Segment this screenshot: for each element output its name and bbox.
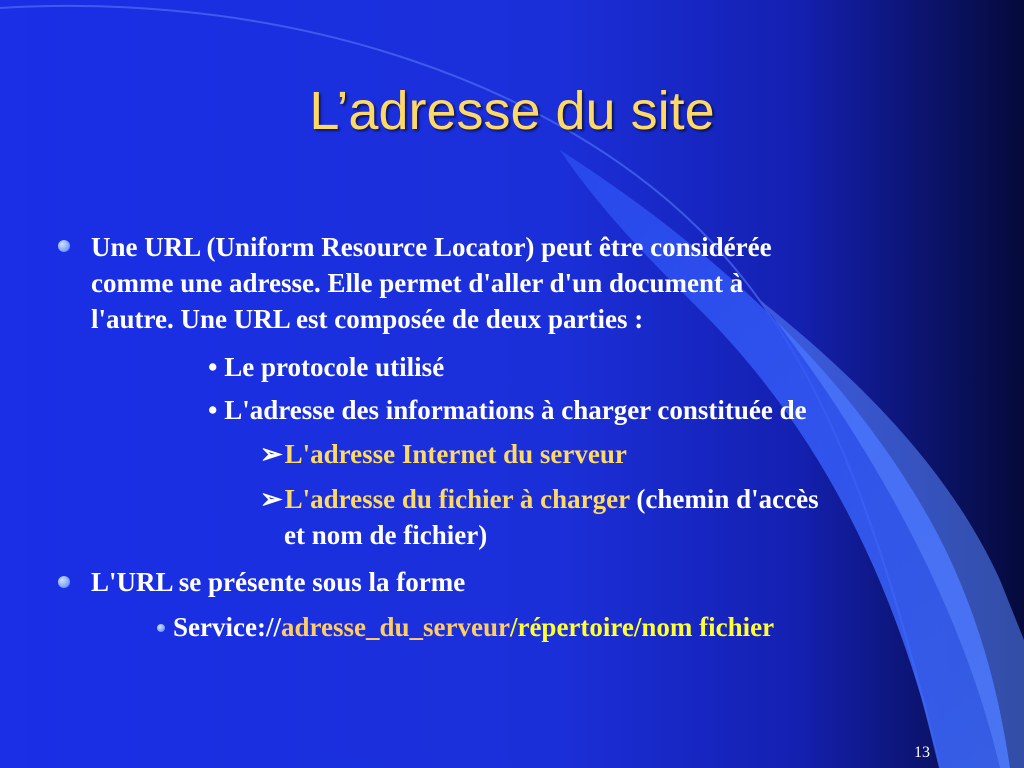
subsub-item-server	[260, 436, 627, 472]
url-path: /répertoire/nom fichier	[509, 612, 775, 642]
bullet-icon	[58, 240, 70, 252]
sub-item-address	[208, 392, 807, 428]
subsub-item-file-highlight: L'adresse du fichier à charger	[284, 484, 630, 514]
bullet1-line1: Une URL (Uniform Resource Locator) peut être considérée	[91, 232, 772, 262]
subsub-item-server-text: L'adresse Internet du serveur	[284, 439, 627, 469]
slide-title-text: L’adresse du site	[309, 81, 715, 141]
arrow-bullet-icon: ➢	[260, 484, 283, 514]
subsub-item-file-line2: et nom de fichier)	[284, 520, 488, 550]
small-bullet-icon	[157, 624, 165, 632]
sub-item-protocol	[208, 349, 444, 385]
bullet1-line3: l'autre. Une URL est composée de deux parties :	[91, 304, 644, 334]
bullet2-text: L'URL se présente sous la forme	[91, 567, 466, 597]
url-server: adresse_du_serveur	[280, 612, 510, 642]
url-format	[157, 609, 774, 645]
page-number: 13	[914, 744, 930, 761]
bullet-icon	[58, 576, 70, 588]
sub-item-protocol-text: Le protocole utilisé	[224, 352, 445, 382]
subsub-item-file-rest: (chemin d'accès	[629, 484, 819, 514]
arrow-bullet-icon: ➢	[260, 439, 283, 469]
bullet1-line2: comme une adresse. Elle permet d'aller d'un document à	[91, 268, 744, 298]
small-bullet-icon: •	[208, 352, 218, 382]
small-bullet-icon: •	[208, 395, 218, 425]
subsub-item-file	[260, 481, 819, 517]
url-prefix: Service://	[173, 612, 281, 642]
sub-item-address-text: L'adresse des informations à charger constituée de	[224, 395, 807, 425]
